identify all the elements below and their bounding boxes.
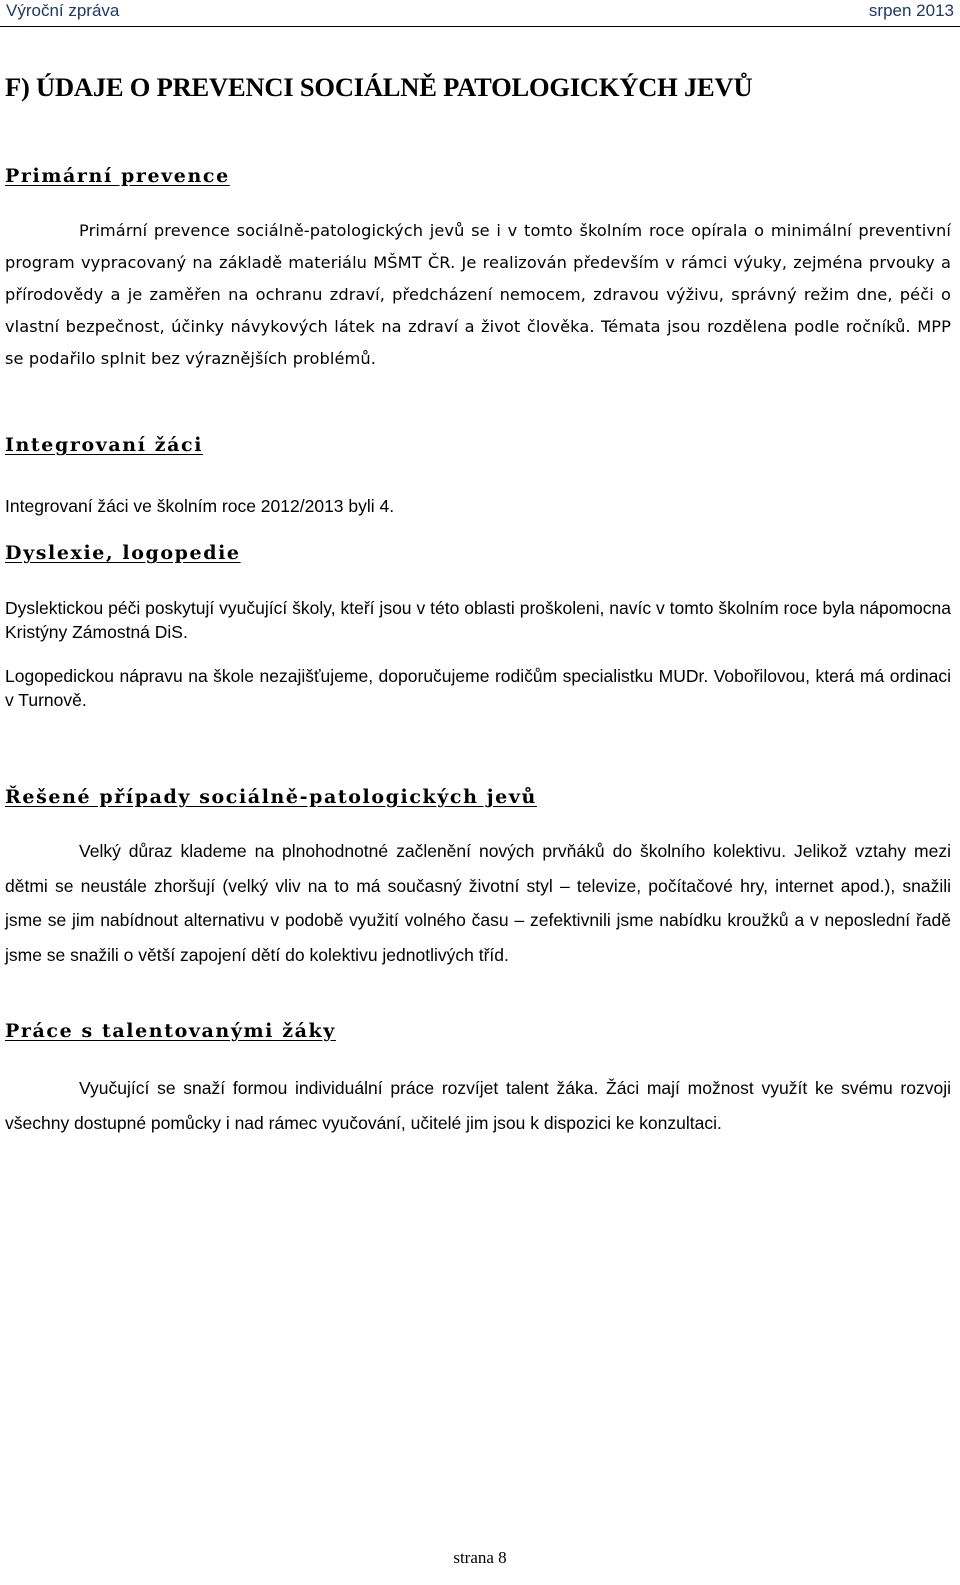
talented-pupils-text: Vyučující se snaží formou individuální práce rozvíjet talent žáka. Žáci mají možnost využít ke svému rozvoji všechny dostupné pomůcky i nad rámec vyučování, učitelé jim jsou k dispozici ke konzultaci. <box>5 1078 951 1133</box>
dyslexia-text: Dyslektickou péči poskytují vyučující školy, kteří jsou v této oblasti proškoleni, navíc v tomto školním roce byla nápomocna Kristýny Zámostná DiS. <box>5 598 951 642</box>
header-date: srpen 2013 <box>868 1 954 20</box>
solved-cases-text: Velký důraz klademe na plnohodnotné začlenění nových prvňáků do školního kolektivu. Jelikož vztahy mezi dětmi se neustále zhoršují (velký vliv na to má současný životní styl – televize, počítačové hry, internet apod.), snažili jsme se jim nabídnout alternativu v podobě využití volného času – zefektivnili jsme nabídku kroužků a v neposlední řadě jsme se snažili o větší zapojení dětí do kolektivu jednotlivých tříd. <box>5 841 951 965</box>
section-heading-dyslexia: Dyslexie, logopedie <box>5 542 241 564</box>
header-document-title: Výroční zpráva <box>6 1 120 20</box>
integrated-pupils-text: Integrovaní žáci ve školním roce 2012/2013 byli 4. <box>5 496 395 516</box>
section-heading-solved-cases: Řešené případy sociálně-patologických jevů <box>5 786 537 808</box>
section-heading-primary-prevention: Primární prevence <box>5 165 230 187</box>
primary-prevention-text: Primární prevence sociálně-patologických jevů se i v tomto školním roce opírala o minimální preventivní program vypracovaný na základě materiálu MŠMT ČR. Je realizován především v rámci výuky, zejména prvouky a přírodovědy a je zaměřen na ochranu zdraví, předcházení nemocem, zdravou výživu, správný režim dne, péči o vlastní bezpečnost, účinky návykových látek na zdraví a život člověka. Témata jsou rozdělena podle ročníků. MPP se podařilo splnit bez výraznějších problémů. <box>5 221 951 368</box>
page-header <box>0 0 960 27</box>
page-title: F) ÚDAJE O PREVENCI SOCIÁLNĚ PATOLOGICKÝCH JEVŮ <box>5 72 753 102</box>
section-heading-talented-pupils: Práce s talentovanými žáky <box>5 1020 336 1042</box>
section-heading-integrated-pupils: Integrovaní žáci <box>5 434 204 456</box>
speech-therapy-text: Logopedickou nápravu na škole nezajišťujeme, doporučujeme rodičům specialistku MUDr. Vobořilovou, která má ordinaci v Turnově. <box>5 666 951 710</box>
page-number: strana 8 <box>453 1548 507 1567</box>
